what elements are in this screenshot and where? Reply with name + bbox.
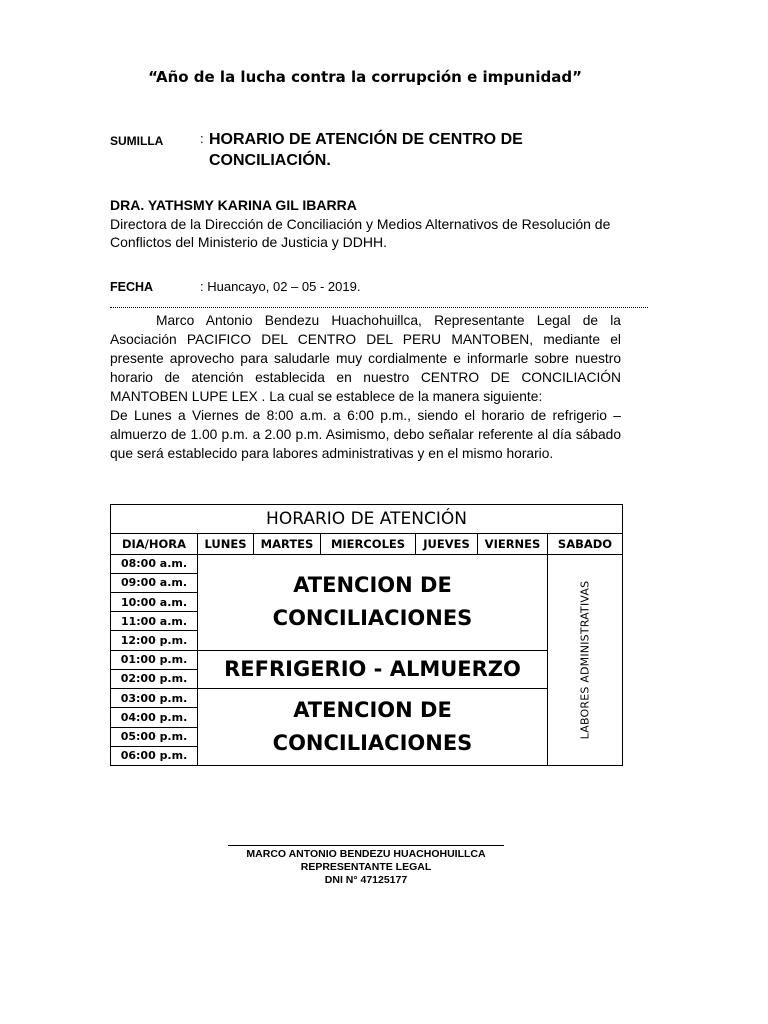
body-paragraph-1: Marco Antonio Bendezu Huachohuillca, Representante Legal de la Asociación PACIFICO DEL CENTRO DEL PERU MANTOBEN, mediante el presente aprovecho para saludarle muy cordialmente e informarle sobre nuestro horario de atención establecida en nuestro CENTRO DE CONCILIACIÓN MANTOBEN LUPE LEX . La cual se establece de la manera siguiente: xyxy=(110,313,621,404)
fecha-value: : Huancayo, 02 – 05 - 2019. xyxy=(200,279,361,294)
saturday-block xyxy=(548,554,623,765)
body-paragraph-2: De Lunes a Viernes de 8:00 a.m. a 6:00 p.m., siendo el horario de refrigerio – almuerzo de 1.00 p.m. a 2.00 p.m. Asimismo, debo señalar referente al día sábado que será establecido para labores administrativas y en el mismo horario. xyxy=(110,408,621,461)
addressee-name: DRA. YATHSMY KARINA GIL IBARRA xyxy=(110,197,357,213)
signature-block xyxy=(228,845,504,887)
header-jueves: JUEVES xyxy=(416,534,478,554)
signature-dni: DNI N° 47125177 xyxy=(324,874,408,886)
block-afternoon-line2: CONCILIACIONES xyxy=(272,731,473,756)
block-afternoon-attention xyxy=(198,689,548,766)
signature-line xyxy=(228,845,504,846)
sumilla-text-line2: CONCILIACIÓN. xyxy=(209,152,331,169)
block-morning-line2: CONCILIACIONES xyxy=(272,606,473,631)
header-dia-hora: DIA/HORA xyxy=(111,534,198,554)
hour-cell: 02:00 p.m. xyxy=(111,669,198,688)
hour-cell: 03:00 p.m. xyxy=(111,689,198,708)
hour-cell: 05:00 p.m. xyxy=(111,727,198,746)
hour-cell: 06:00 p.m. xyxy=(111,746,198,765)
header-martes: MARTES xyxy=(254,534,321,554)
dotted-divider xyxy=(110,307,648,308)
hour-cell: 08:00 a.m. xyxy=(111,554,198,573)
block-afternoon-line1: ATENCION DE xyxy=(293,698,452,723)
schedule-header-row xyxy=(111,534,623,554)
fecha-label: FECHA xyxy=(110,280,154,294)
hour-cell: 12:00 p.m. xyxy=(111,631,198,650)
saturday-label: LABORES ADMINISTRATIVAS xyxy=(578,580,592,740)
block-morning-line1: ATENCION DE xyxy=(293,573,452,598)
hour-cell: 09:00 a.m. xyxy=(111,573,198,592)
schedule-title: HORARIO DE ATENCIÓN xyxy=(111,505,623,534)
block-morning-attention xyxy=(198,554,548,650)
header-viernes: VIERNES xyxy=(478,534,548,554)
signature-role: REPRESENTANTE LEGAL xyxy=(300,861,432,873)
hour-cell: 10:00 a.m. xyxy=(111,592,198,611)
sumilla-colon: : xyxy=(200,131,204,146)
hour-cell: 01:00 p.m. xyxy=(111,650,198,669)
header-lunes: LUNES xyxy=(198,534,254,554)
sumilla-label: SUMILLA xyxy=(110,134,164,148)
letter-body xyxy=(110,311,621,463)
sumilla-text-line1: HORARIO DE ATENCIÓN DE CENTRO DE xyxy=(209,131,523,148)
addressee-position: Directora de la Dirección de Conciliación y Medios Alternativos de Resolución de Conflictos del Ministerio de Justicia y DDHH. xyxy=(110,216,611,250)
signature-name: MARCO ANTONIO BENDEZU HUACHOHUILLCA xyxy=(246,848,486,860)
document-motto: “Año de la lucha contra la corrupción e impunidad” xyxy=(148,68,582,86)
block-lunch: REFRIGERIO - ALMUERZO xyxy=(198,650,548,688)
hour-cell: 11:00 a.m. xyxy=(111,612,198,631)
hour-cell: 04:00 p.m. xyxy=(111,708,198,727)
schedule-table xyxy=(110,504,623,766)
header-miercoles: MIERCOLES xyxy=(321,534,416,554)
sumilla-text xyxy=(209,129,609,171)
header-sabado: SABADO xyxy=(548,534,623,554)
